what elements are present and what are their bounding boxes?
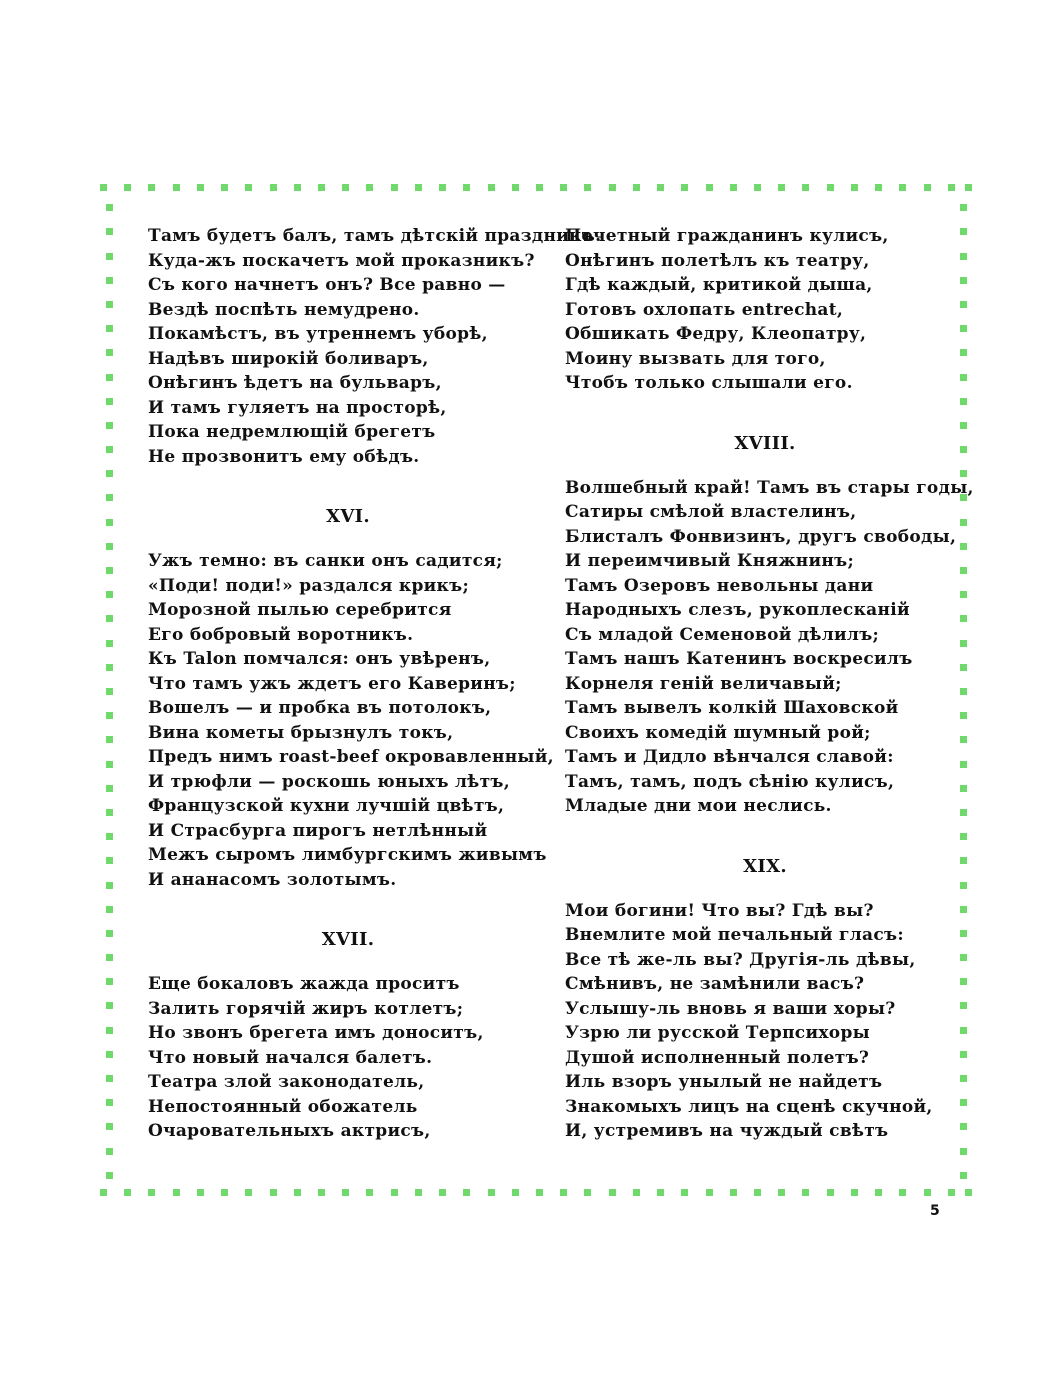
verse-line: Къ Talon помчался: онъ увѣренъ, — [148, 649, 491, 669]
border-dot — [106, 736, 113, 743]
border-dot — [106, 785, 113, 792]
border-dot — [609, 184, 616, 191]
border-dot — [318, 1189, 325, 1196]
verse-line: Почетный гражданинъ кулисъ, — [565, 226, 889, 246]
border-dot — [463, 184, 470, 191]
stanza-xvi-verse — [148, 549, 601, 892]
border-dot — [778, 184, 785, 191]
verse-line: Вина кометы брызнулъ токъ, — [148, 722, 454, 743]
border-dot — [106, 519, 113, 526]
stanza-xvii-verse — [148, 972, 601, 1144]
border-dot — [706, 1189, 713, 1196]
border-dot — [463, 1189, 470, 1196]
verse-line: Смѣнивъ, не замѣнили васъ? — [565, 974, 865, 994]
border-dot — [875, 1189, 882, 1196]
border-dot — [106, 1099, 113, 1106]
border-dot — [106, 1075, 113, 1082]
border-dot — [391, 184, 398, 191]
verse-line: Пока недремлющій брегетъ — [148, 422, 436, 442]
border-dot — [415, 184, 422, 191]
verse-line: Еще бокаловъ жажда проситъ — [148, 974, 460, 994]
border-dot — [106, 349, 113, 356]
border-dot — [960, 1172, 967, 1179]
border-dot — [106, 712, 113, 719]
border-dot — [197, 1189, 204, 1196]
border-dot — [106, 1051, 113, 1058]
stanza-heading-xviii: XVIII. — [734, 432, 796, 454]
verse-line: Куда-жъ поскачетъ мой проказникъ? — [148, 250, 535, 271]
verse-line: Онѣгинъ ѣдетъ на бульваръ, — [148, 373, 442, 393]
border-dot — [965, 1189, 972, 1196]
verse-line: Ужъ темно: въ санки онъ садится; — [148, 551, 503, 571]
verse-line: Тамъ Озеровъ невольны дани — [565, 575, 874, 596]
verse-line: Узрю ли русской Терпсихоры — [565, 1023, 870, 1043]
border-dot — [106, 809, 113, 816]
border-dot — [488, 184, 495, 191]
border-dot — [391, 1189, 398, 1196]
verse-line: Мои богини! Что вы? Гдѣ вы? — [565, 900, 874, 921]
verse-line: Вездѣ поспѣть немудрено. — [148, 299, 420, 320]
border-dot — [100, 1189, 107, 1196]
verse-line: Готовъ охлопать entrechat, — [565, 299, 844, 320]
border-dot — [106, 930, 113, 937]
border-dot — [106, 761, 113, 768]
verse-line: Обшикать Федру, Клеопатру, — [565, 324, 867, 344]
border-dot — [512, 1189, 519, 1196]
border-dot — [106, 374, 113, 381]
verse-line: Но звонъ брегета имъ доноситъ, — [148, 1023, 484, 1043]
border-dot — [106, 978, 113, 985]
verse-line: «Поди! поди!» раздался крикъ; — [148, 575, 470, 596]
border-dot — [560, 1189, 567, 1196]
border-dot — [294, 184, 301, 191]
border-dot — [802, 184, 809, 191]
border-dot — [536, 1189, 543, 1196]
border-dot — [270, 184, 277, 191]
verse-line: Съ младой Семеновой дѣлилъ; — [565, 624, 880, 645]
border-dot — [106, 446, 113, 453]
border-dot — [730, 184, 737, 191]
border-dot — [960, 1148, 967, 1155]
border-dot — [439, 184, 446, 191]
border-dot — [106, 954, 113, 961]
border-dot — [633, 1189, 640, 1196]
verse-line: Волшебный край! Тамъ въ стары годы, — [565, 477, 974, 498]
border-dot — [965, 184, 972, 191]
border-dot — [851, 184, 858, 191]
verse-line: Чтобъ только слышали его. — [565, 373, 853, 393]
verse-line: Что тамъ ужъ ждетъ его Каверинъ; — [148, 673, 516, 694]
border-dot — [106, 664, 113, 671]
border-dot — [106, 882, 113, 889]
border-dot — [106, 833, 113, 840]
border-dot — [106, 277, 113, 284]
verse-line: Все тѣ же-ль вы? Другія-ль дѣвы, — [565, 949, 916, 970]
verse-line: Покамѣстъ, въ утреннемъ уборѣ, — [148, 324, 488, 344]
border-dot — [106, 422, 113, 429]
border-dot — [366, 184, 373, 191]
verse-line: И ананасомъ золотымъ. — [148, 869, 397, 890]
border-dot — [754, 1189, 761, 1196]
border-dot — [609, 1189, 616, 1196]
border-dot — [294, 1189, 301, 1196]
verse-line: Надѣвъ широкій боливаръ, — [148, 348, 429, 369]
border-dot — [560, 184, 567, 191]
verse-line: Межъ сыромъ лимбургскимъ живымъ — [148, 845, 547, 865]
border-dot — [802, 1189, 809, 1196]
border-dot — [106, 1027, 113, 1034]
verse-line: Не прозвонитъ ему обѣдъ. — [148, 446, 420, 467]
border-dot — [730, 1189, 737, 1196]
border-dot — [960, 204, 967, 211]
verse-line: Вошелъ — и пробка въ потолокъ, — [148, 698, 492, 718]
border-dot — [106, 615, 113, 622]
verse-line: Корнеля геній величавый; — [565, 673, 842, 694]
border-dot — [899, 184, 906, 191]
border-dot — [106, 228, 113, 235]
verse-line: Театра злой законодатель, — [148, 1072, 425, 1092]
verse-line: Очаровательныхъ актрисъ, — [148, 1121, 431, 1141]
border-dot — [657, 1189, 664, 1196]
left-text-column — [148, 224, 601, 1144]
verse-line: Иль взоръ унылый не найдетъ — [565, 1072, 883, 1092]
border-dot — [827, 1189, 834, 1196]
verse-line: Морозной пылью серебрится — [148, 600, 452, 620]
border-dot — [106, 543, 113, 550]
stanza-heading-xvii: XVII. — [321, 929, 375, 950]
border-dot — [439, 1189, 446, 1196]
border-dot — [106, 301, 113, 308]
verse-line: Знакомыхъ лицъ на сценѣ скучной, — [565, 1096, 933, 1117]
border-dot — [106, 253, 113, 260]
border-dot — [221, 184, 228, 191]
border-dot — [124, 184, 131, 191]
border-dot — [106, 1148, 113, 1155]
verse-line: Тамъ будетъ балъ, тамъ дѣтскій праздникъ. — [148, 226, 602, 246]
verse-line: И переимчивый Княжнинъ; — [565, 551, 855, 571]
border-dot — [106, 567, 113, 574]
verse-line: Французской кухни лучшій цвѣтъ, — [148, 796, 505, 816]
border-dot — [106, 204, 113, 211]
verse-line: Тамъ вывелъ колкій Шаховской — [565, 698, 899, 718]
border-dot — [245, 184, 252, 191]
border-dot — [245, 1189, 252, 1196]
verse-line: Что новый начался балетъ. — [148, 1047, 433, 1068]
border-dot — [318, 184, 325, 191]
border-dot — [106, 494, 113, 501]
verse-line: Моину вызвать для того, — [565, 348, 826, 369]
verse-line: Блисталъ Фонвизинъ, другъ свободы, — [565, 526, 957, 547]
opening-verse — [148, 224, 601, 469]
border-dot — [948, 1189, 955, 1196]
border-dot — [106, 470, 113, 477]
verse-line: И трюфли — роскошь юныхъ лѣтъ, — [148, 771, 510, 792]
border-dot — [754, 184, 761, 191]
verse-line: Онѣгинъ полетѣлъ къ театру, — [565, 250, 870, 271]
border-dot — [342, 1189, 349, 1196]
verse-line: Народныхъ слезъ, рукоплесканій — [565, 600, 910, 620]
border-dot — [106, 1002, 113, 1009]
border-dot — [173, 1189, 180, 1196]
stanza-heading-xix: XIX. — [743, 855, 787, 877]
border-dot — [681, 184, 688, 191]
border-dot — [899, 1189, 906, 1196]
border-dot — [106, 857, 113, 864]
verse-line: Предъ нимъ roast-beef окровавленный, — [148, 747, 554, 767]
border-dot — [681, 1189, 688, 1196]
border-dot — [778, 1189, 785, 1196]
border-dot — [106, 688, 113, 695]
stanza-xviii-verse — [565, 476, 974, 819]
verse-line: Гдѣ каждый, критикой дыша, — [565, 275, 873, 295]
border-dot — [106, 906, 113, 913]
border-dot — [148, 184, 155, 191]
border-dot — [924, 1189, 931, 1196]
border-dot — [197, 184, 204, 191]
stanza-heading-xvi: XVI. — [326, 506, 370, 527]
border-dot — [875, 184, 882, 191]
verse-line: Тамъ нашъ Катенинъ воскресилъ — [565, 649, 913, 669]
verse-line: Услышу-ль вновь я ваши хоры? — [565, 998, 896, 1019]
verse-line: Сатиры смѣлой властелинъ, — [565, 502, 857, 522]
border-dot — [366, 1189, 373, 1196]
continued-verse — [565, 224, 974, 396]
verse-line: Тамъ и Дидло вѣнчался славой: — [565, 747, 894, 767]
border-dot — [657, 184, 664, 191]
border-dot — [584, 184, 591, 191]
right-text-column — [565, 224, 974, 1144]
stanza-xix-verse — [565, 899, 974, 1144]
border-dot — [124, 1189, 131, 1196]
border-dot — [706, 184, 713, 191]
border-dot — [633, 184, 640, 191]
border-dot — [512, 184, 519, 191]
verse-line: Съ кого начнетъ онъ? Все равно — — [148, 275, 506, 295]
verse-line: И Страсбурга пирогъ нетлѣнный — [148, 820, 488, 841]
border-dot — [536, 184, 543, 191]
border-dot — [106, 1172, 113, 1179]
border-dot — [106, 1123, 113, 1130]
border-dot — [584, 1189, 591, 1196]
verse-line: Его бобровый воротникъ. — [148, 624, 414, 645]
border-dot — [106, 640, 113, 647]
verse-line: Душой исполненный полетъ? — [565, 1047, 870, 1068]
border-dot — [106, 325, 113, 332]
verse-line: Непостоянный обожатель — [148, 1096, 418, 1117]
border-dot — [106, 591, 113, 598]
border-dot — [827, 184, 834, 191]
page-number: 5 — [930, 1203, 940, 1219]
verse-line: Своихъ комедій шумный рой; — [565, 722, 871, 743]
border-dot — [106, 398, 113, 405]
border-dot — [342, 184, 349, 191]
border-dot — [173, 184, 180, 191]
border-dot — [924, 184, 931, 191]
border-dot — [488, 1189, 495, 1196]
border-dot — [415, 1189, 422, 1196]
border-dot — [100, 184, 107, 191]
verse-line: Внемлите мой печальный гласъ: — [565, 925, 904, 945]
border-dot — [221, 1189, 228, 1196]
verse-line: И, устремивъ на чуждый свѣтъ — [565, 1121, 889, 1141]
border-dot — [270, 1189, 277, 1196]
verse-line: Тамъ, тамъ, подъ сѣнію кулисъ, — [565, 771, 895, 792]
verse-line: Залить горячій жиръ котлетъ; — [148, 998, 464, 1019]
border-dot — [851, 1189, 858, 1196]
verse-line: И тамъ гуляетъ на просторѣ, — [148, 397, 447, 418]
border-dot — [948, 184, 955, 191]
verse-line: Младые дни мои неслись. — [565, 796, 832, 816]
border-dot — [148, 1189, 155, 1196]
